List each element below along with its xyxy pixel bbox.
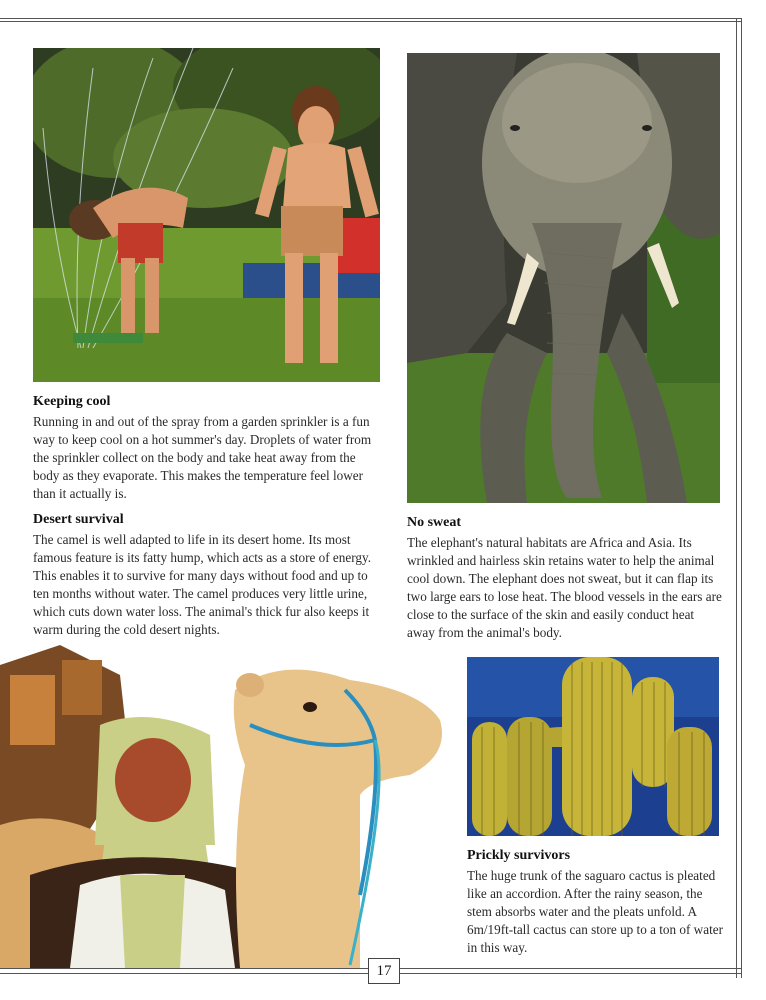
prickly-survivors-heading: Prickly survivors — [467, 848, 571, 863]
page-border-right — [736, 18, 742, 978]
prickly-survivors-text: The huge trunk of the saguaro cactus is pleated like an accordion. After the rainy season, the stem absorbs water and the pleats unfold. A 6m/19ft-tall cactus can store up to a ton of water in this way. — [467, 868, 723, 955]
desert-survival-heading: Desert survival — [33, 512, 124, 527]
prickly-survivors-section — [467, 848, 727, 957]
elephant-photo — [407, 53, 720, 503]
page-number: 17 — [368, 958, 400, 984]
desert-survival-section — [33, 512, 383, 639]
desert-survival-text: The camel is well adapted to life in its desert home. Its most famous feature is its fatty hump, which acts as a store of energy. This enables it to survive for many days without food and up to ten months without water. The camel produces very little urine, which cuts down water loss. The animal's thick fur also keeps it warm during the cold desert nights. — [33, 532, 372, 637]
camel-and-man-photo — [0, 645, 450, 968]
no-sweat-section — [407, 515, 725, 642]
page-border-top — [0, 18, 742, 22]
sprinkler-children-photo — [33, 48, 380, 382]
no-sweat-text: The elephant's natural habitats are Africa and Asia. Its wrinkled and hairless skin retains water to help the animal cool down. The elephant does not sweat, but it can flap its two large ears to lose heat. The blood vessels in the ears are close to the surface of the skin and easily conduct heat away from the animal's body. — [407, 535, 722, 640]
saguaro-cactus-photo — [467, 657, 719, 836]
no-sweat-heading: No sweat — [407, 515, 462, 530]
keeping-cool-section — [33, 394, 383, 503]
keeping-cool-heading: Keeping cool — [33, 394, 111, 409]
keeping-cool-text: Running in and out of the spray from a garden sprinkler is a fun way to keep cool on a hot summer's day. Droplets of water from the sprinkler collect on the body and take heat away from the body as they evaporate. This makes the temperature feel lower than it actually is. — [33, 414, 372, 501]
